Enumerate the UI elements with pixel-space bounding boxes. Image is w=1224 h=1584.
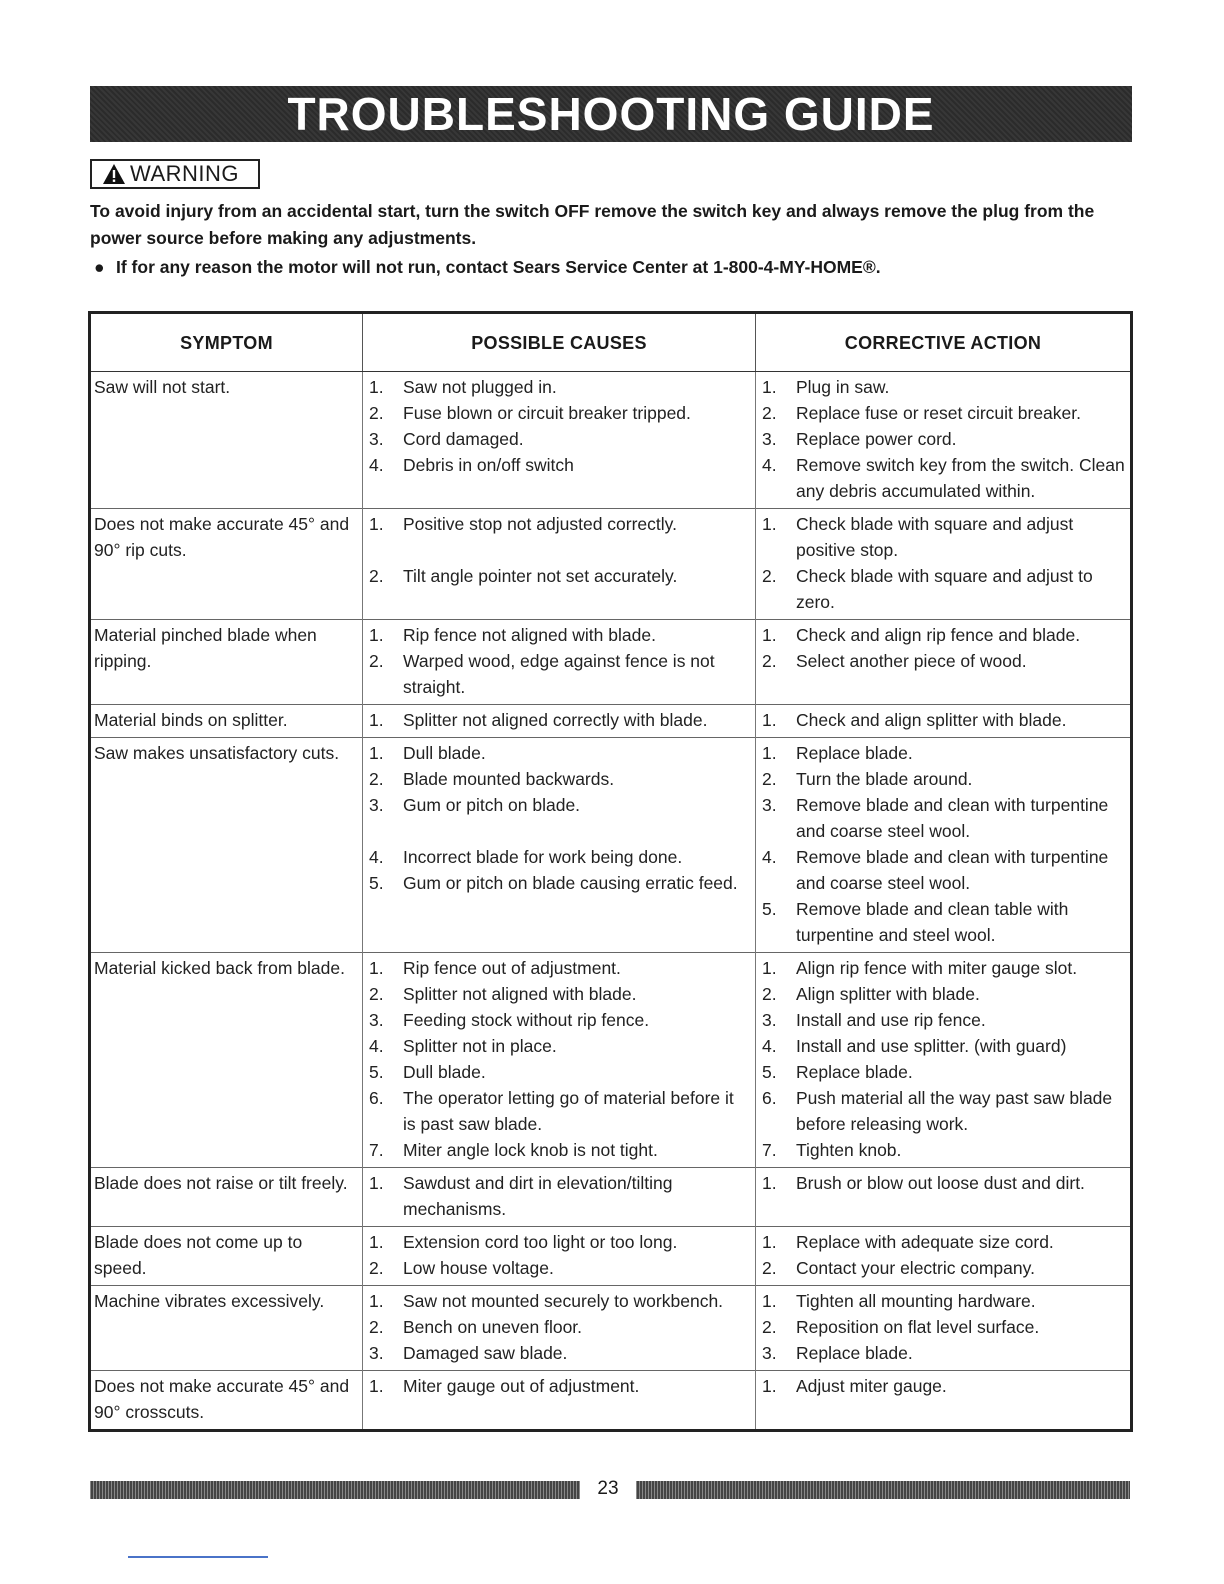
item-number: 1. — [762, 1291, 777, 1311]
table-row — [90, 509, 1132, 620]
item-number: 2. — [762, 566, 777, 586]
list-item — [367, 622, 751, 648]
item-number: 7. — [762, 1140, 777, 1160]
item-text: Feeding stock without rip fence. — [403, 1010, 650, 1030]
symptom-cell: Does not make accurate 45° and 90° crosscuts. — [90, 1371, 363, 1431]
table-row — [90, 1286, 1132, 1371]
list-item — [367, 766, 751, 792]
list-item — [760, 707, 1126, 733]
item-text: Replace with adequate size cord. — [796, 1232, 1054, 1252]
item-number: 3. — [369, 429, 384, 449]
page-title: TROUBLESHOOTING GUIDE — [287, 88, 935, 140]
corrective-action-cell — [756, 509, 1132, 620]
possible-causes-cell — [363, 738, 756, 953]
item-text: Install and use rip fence. — [796, 1010, 986, 1030]
bullet-icon: ● — [94, 257, 105, 277]
possible-causes-cell — [363, 1286, 756, 1371]
item-text: Check and align rip fence and blade. — [796, 625, 1081, 645]
list-item — [367, 1373, 751, 1399]
possible-causes-cell — [363, 509, 756, 620]
item-number: 6. — [762, 1088, 777, 1108]
item-text: Plug in saw. — [796, 377, 890, 397]
item-number: 7. — [369, 1140, 384, 1160]
list-item — [367, 648, 751, 700]
item-number: 1. — [762, 743, 777, 763]
table-row — [90, 738, 1132, 953]
list-item — [367, 1170, 751, 1222]
item-number: 3. — [762, 1010, 777, 1030]
item-number: 1. — [762, 514, 777, 534]
table-row — [90, 953, 1132, 1168]
header-possible-causes: POSSIBLE CAUSES — [363, 313, 756, 372]
corrective-action-cell — [756, 1286, 1132, 1371]
item-number: 2. — [369, 984, 384, 1004]
item-number: 1. — [762, 625, 777, 645]
item-text: Splitter not aligned with blade. — [403, 984, 637, 1004]
troubleshooting-table — [88, 311, 1133, 1432]
actions-list — [760, 1229, 1126, 1281]
item-text: Splitter not aligned correctly with blade. — [403, 710, 708, 730]
item-text: Incorrect blade for work being done. — [403, 847, 683, 867]
corrective-action-cell — [756, 1168, 1132, 1227]
list-item — [367, 740, 751, 766]
list-item — [367, 1085, 751, 1137]
item-text: Brush or blow out loose dust and dirt. — [796, 1173, 1085, 1193]
causes-list — [367, 955, 751, 1163]
list-item — [760, 511, 1126, 563]
list-item — [367, 563, 751, 589]
causes-list — [367, 374, 751, 478]
list-item — [367, 1137, 751, 1163]
list-item — [760, 955, 1126, 981]
item-number: 2. — [369, 651, 384, 671]
possible-causes-cell — [363, 372, 756, 509]
item-text: Push material all the way past saw blade before releasing work. — [796, 1088, 1113, 1134]
list-item — [760, 1007, 1126, 1033]
possible-causes-cell — [363, 705, 756, 738]
item-number: 3. — [762, 429, 777, 449]
list-item — [760, 981, 1126, 1007]
header-symptom: SYMPTOM — [90, 313, 363, 372]
item-number: 1. — [762, 958, 777, 978]
item-text: Warped wood, edge against fence is not straight. — [403, 651, 715, 697]
list-item — [367, 1007, 751, 1033]
item-number: 1. — [369, 1291, 384, 1311]
list-item — [760, 740, 1126, 766]
list-item — [760, 1373, 1126, 1399]
item-number: 1. — [762, 377, 777, 397]
item-number: 5. — [369, 873, 384, 893]
symptom-cell: Blade does not raise or tilt freely. — [90, 1168, 363, 1227]
item-text: Miter gauge out of adjustment. — [403, 1376, 640, 1396]
item-number: 1. — [369, 377, 384, 397]
item-number: 5. — [762, 899, 777, 919]
list-item — [367, 426, 751, 452]
footer-bar-left — [90, 1481, 580, 1499]
table-row — [90, 1371, 1132, 1431]
list-item — [367, 1033, 751, 1059]
item-text: Select another piece of wood. — [796, 651, 1027, 671]
list-item — [760, 1033, 1126, 1059]
list-item — [760, 1229, 1126, 1255]
item-text: Dull blade. — [403, 743, 486, 763]
warning-bullet — [90, 254, 1130, 281]
list-item — [367, 1255, 751, 1281]
item-number: 3. — [762, 1343, 777, 1363]
item-text: Cord damaged. — [403, 429, 524, 449]
item-text: Gum or pitch on blade causing erratic feed. — [403, 873, 738, 893]
item-text: Splitter not in place. — [403, 1036, 557, 1056]
item-text: Remove switch key from the switch. Clean any debris accumulated within. — [796, 455, 1125, 501]
list-item — [760, 374, 1126, 400]
list-item — [760, 622, 1126, 648]
item-number: 3. — [369, 795, 384, 815]
list-item — [367, 1229, 751, 1255]
item-text: Remove blade and clean table with turpentine and steel wool. — [796, 899, 1069, 945]
item-number: 6. — [369, 1088, 384, 1108]
symptom-cell: Material kicked back from blade. — [90, 953, 363, 1168]
item-text: Rip fence out of adjustment. — [403, 958, 621, 978]
item-text: Check blade with square and adjust positive stop. — [796, 514, 1074, 560]
table-header-row — [90, 313, 1132, 372]
page-number: 23 — [597, 1478, 619, 1499]
symptom-cell: Does not make accurate 45° and 90° rip cuts. — [90, 509, 363, 620]
item-text: Positive stop not adjusted correctly. — [403, 514, 677, 534]
actions-list — [760, 707, 1126, 733]
item-number: 1. — [369, 1232, 384, 1252]
list-item — [760, 1314, 1126, 1340]
item-number: 4. — [369, 1036, 384, 1056]
item-number: 5. — [369, 1062, 384, 1082]
list-item — [367, 870, 751, 896]
item-text: Adjust miter gauge. — [796, 1376, 947, 1396]
table-row — [90, 372, 1132, 509]
actions-list — [760, 955, 1126, 1163]
list-item — [760, 1059, 1126, 1085]
item-number: 1. — [369, 1173, 384, 1193]
item-text: Rip fence not aligned with blade. — [403, 625, 656, 645]
title-banner — [90, 86, 1132, 142]
corrective-action-cell — [756, 1227, 1132, 1286]
item-text: Bench on uneven floor. — [403, 1317, 583, 1337]
item-number: 1. — [369, 743, 384, 763]
list-item — [367, 1340, 751, 1366]
item-number: 2. — [762, 403, 777, 423]
list-item — [760, 452, 1126, 504]
possible-causes-cell — [363, 953, 756, 1168]
item-text: Align rip fence with miter gauge slot. — [796, 958, 1078, 978]
item-number: 1. — [369, 514, 384, 534]
item-text: Miter angle lock knob is not tight. — [403, 1140, 658, 1160]
list-item — [760, 844, 1126, 896]
item-text: Check blade with square and adjust to zero. — [796, 566, 1093, 612]
item-text: Saw not plugged in. — [403, 377, 557, 397]
item-number: 1. — [762, 1376, 777, 1396]
item-number: 1. — [762, 1232, 777, 1252]
corrective-action-cell — [756, 705, 1132, 738]
symptom-cell: Machine vibrates excessively. — [90, 1286, 363, 1371]
list-item — [367, 707, 751, 733]
table-row — [90, 1227, 1132, 1286]
item-text: Align splitter with blade. — [796, 984, 980, 1004]
causes-list — [367, 1229, 751, 1281]
symptom-cell: Saw will not start. — [90, 372, 363, 509]
item-text: Tilt angle pointer not set accurately. — [403, 566, 678, 586]
item-text: Damaged saw blade. — [403, 1343, 568, 1363]
item-number: 2. — [369, 403, 384, 423]
item-text: Install and use splitter. (with guard) — [796, 1036, 1067, 1056]
item-number: 2. — [762, 1258, 777, 1278]
item-number: 2. — [369, 1317, 384, 1337]
list-item — [367, 452, 751, 478]
causes-list — [367, 511, 751, 589]
symptom-cell: Material binds on splitter. — [90, 705, 363, 738]
header-corrective-action: CORRECTIVE ACTION — [756, 313, 1132, 372]
item-number: 1. — [762, 1173, 777, 1193]
list-item — [367, 844, 751, 870]
bottom-rule — [128, 1556, 268, 1558]
item-text: Replace blade. — [796, 743, 913, 763]
footer-bar-right — [636, 1481, 1130, 1499]
symptom-cell: Material pinched blade when ripping. — [90, 620, 363, 705]
corrective-action-cell — [756, 372, 1132, 509]
item-text: Sawdust and dirt in elevation/tilting mechanisms. — [403, 1173, 673, 1219]
item-text: Tighten all mounting hardware. — [796, 1291, 1036, 1311]
item-text: Blade mounted backwards. — [403, 769, 615, 789]
item-number: 4. — [762, 455, 777, 475]
item-text: Check and align splitter with blade. — [796, 710, 1067, 730]
list-item — [367, 981, 751, 1007]
possible-causes-cell — [363, 1168, 756, 1227]
list-item — [367, 374, 751, 400]
warning-text: To avoid injury from an accidental start, turn the switch OFF remove the switch key and always remove the plug from the power source before making any adjustments. — [90, 201, 1095, 248]
item-number: 5. — [762, 1062, 777, 1082]
symptom-cell: Blade does not come up to speed. — [90, 1227, 363, 1286]
table-body — [90, 372, 1132, 1431]
corrective-action-cell — [756, 738, 1132, 953]
list-item — [367, 400, 751, 426]
item-text: Low house voltage. — [403, 1258, 554, 1278]
symptom-cell: Saw makes unsatisfactory cuts. — [90, 738, 363, 953]
item-number: 2. — [369, 769, 384, 789]
item-text: Replace fuse or reset circuit breaker. — [796, 403, 1081, 423]
item-text: Turn the blade around. — [796, 769, 973, 789]
warning-bullet-text: If for any reason the motor will not run, contact Sears Service Center at 1-800-4-MY-HOME®. — [116, 257, 881, 277]
actions-list — [760, 1373, 1126, 1399]
actions-list — [760, 622, 1126, 674]
possible-causes-cell — [363, 1227, 756, 1286]
list-item — [760, 1085, 1126, 1137]
item-text: Tighten knob. — [796, 1140, 902, 1160]
list-item — [367, 792, 751, 818]
possible-causes-cell — [363, 1371, 756, 1431]
actions-list — [760, 374, 1126, 504]
item-number: 2. — [762, 984, 777, 1004]
item-text: Contact your electric company. — [796, 1258, 1035, 1278]
actions-list — [760, 1288, 1126, 1366]
item-number: 1. — [369, 625, 384, 645]
item-text: The operator letting go of material before it is past saw blade. — [403, 1088, 734, 1134]
list-item — [760, 1255, 1126, 1281]
corrective-action-cell — [756, 953, 1132, 1168]
actions-list — [760, 740, 1126, 948]
item-number: 1. — [369, 958, 384, 978]
item-text: Replace blade. — [796, 1343, 913, 1363]
item-text: Fuse blown or circuit breaker tripped. — [403, 403, 691, 423]
item-number: 2. — [762, 651, 777, 671]
item-number: 2. — [762, 1317, 777, 1337]
item-text: Replace blade. — [796, 1062, 913, 1082]
item-number: 2. — [369, 1258, 384, 1278]
list-item — [760, 648, 1126, 674]
item-text: Extension cord too light or too long. — [403, 1232, 678, 1252]
item-text: Saw not mounted securely to workbench. — [403, 1291, 724, 1311]
item-text: Dull blade. — [403, 1062, 486, 1082]
item-number: 4. — [369, 847, 384, 867]
possible-causes-cell — [363, 620, 756, 705]
item-number: 4. — [762, 1036, 777, 1056]
item-number: 1. — [762, 710, 777, 730]
table-row — [90, 1168, 1132, 1227]
list-item — [367, 1314, 751, 1340]
causes-list — [367, 622, 751, 700]
list-item — [760, 1170, 1126, 1196]
item-text: Remove blade and clean with turpentine and coarse steel wool. — [796, 847, 1109, 893]
list-item — [760, 1137, 1126, 1163]
list-item — [760, 766, 1126, 792]
actions-list — [760, 1170, 1126, 1196]
item-text: Reposition on flat level surface. — [796, 1317, 1040, 1337]
item-number: 2. — [762, 769, 777, 789]
list-item — [760, 1340, 1126, 1366]
corrective-action-cell — [756, 620, 1132, 705]
item-number: 2. — [369, 566, 384, 586]
causes-list — [367, 1170, 751, 1222]
list-item — [367, 1059, 751, 1085]
item-text: Debris in on/off switch — [403, 455, 574, 475]
list-item — [760, 426, 1126, 452]
item-number: 3. — [369, 1343, 384, 1363]
item-number: 1. — [369, 710, 384, 730]
causes-list — [367, 1373, 751, 1399]
item-text: Gum or pitch on blade. — [403, 795, 581, 815]
warning-label-box — [90, 159, 260, 189]
list-item — [760, 400, 1126, 426]
item-number: 3. — [762, 795, 777, 815]
list-item — [760, 1288, 1126, 1314]
item-number: 4. — [762, 847, 777, 867]
causes-list — [367, 707, 751, 733]
list-item — [367, 511, 751, 537]
item-text: Remove blade and clean with turpentine and coarse steel wool. — [796, 795, 1109, 841]
item-number: 4. — [369, 455, 384, 475]
actions-list — [760, 511, 1126, 615]
table-row — [90, 705, 1132, 738]
list-item — [367, 955, 751, 981]
list-item — [367, 1288, 751, 1314]
list-item — [760, 792, 1126, 844]
item-text: Replace power cord. — [796, 429, 957, 449]
list-item — [760, 563, 1126, 615]
causes-list — [367, 740, 751, 896]
warning-label: WARNING — [130, 161, 240, 186]
table-row — [90, 620, 1132, 705]
list-item — [760, 896, 1126, 948]
warning-triangle-icon — [102, 163, 126, 185]
corrective-action-cell — [756, 1371, 1132, 1431]
item-number: 3. — [369, 1010, 384, 1030]
item-number: 1. — [369, 1376, 384, 1396]
causes-list — [367, 1288, 751, 1366]
